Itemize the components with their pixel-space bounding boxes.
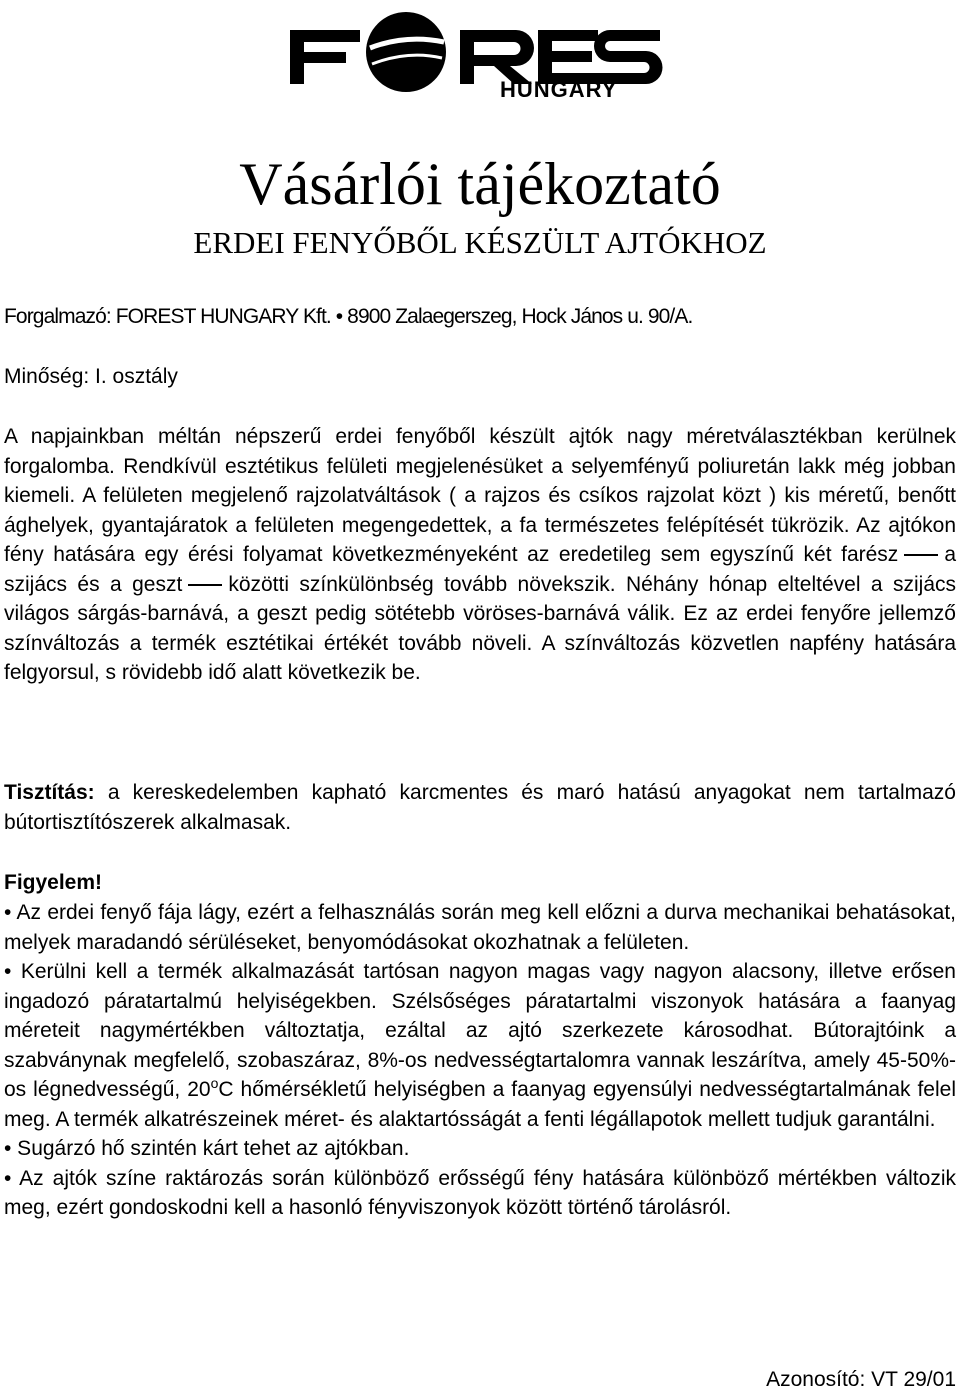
degree-sign: o bbox=[210, 1075, 219, 1091]
warning-item-text: C hőmérsékletű helyiségben a faanyag egyensúlyi nedvességtartalmának felel meg. A termék alkatrészeinek méret- és alaktartósságát a fenti légállapotok mellett tudjuk garantálni. bbox=[4, 1078, 956, 1131]
warning-heading: Figyelem! bbox=[4, 871, 103, 894]
dash-separator bbox=[188, 584, 222, 586]
warning-item: • Az erdei fenyő fája lágy, ezért a felhasználás során meg kell előzni a durva mechanikai behatásokat, melyek maradandó sérüléseket, benyomódásokat okozhatnak a felületen. bbox=[4, 901, 956, 954]
warning-item bbox=[4, 957, 956, 1134]
warning-item: • Sugárzó hő szintén kárt tehet az ajtókban. bbox=[4, 1137, 410, 1160]
forest-hungary-logo bbox=[288, 4, 680, 104]
document-identifier: Azonosító: VT 29/01 bbox=[766, 1368, 956, 1391]
main-paragraph-part1: A napjainkban méltán népszerű erdei fenyőből készült ajtók nagy méretválasztékban kerülnek forgalomba. Rendkívül esztétikus felületi megjelenésüket a selyemfényű poliuretán lakk még jobban kiemeli. A felületen megjelenő rajzolatváltások ( a rajzos és csíkos rajzolat közt ) kis méretű, benőtt ághelyek, gyantajáratok a felületen megengedettek, a fa természetes felépítését tükrözik. Az ajtókon fény hatására egy érési folyamat következményeként az eredetileg sem egyszínű két farész bbox=[4, 425, 956, 566]
warning-list bbox=[4, 898, 956, 1223]
cleaning-label: Tisztítás: bbox=[4, 781, 95, 804]
page-subtitle: ERDEI FENYŐBŐL KÉSZÜLT AJTÓKHOZ bbox=[193, 225, 767, 260]
cleaning-text: a kereskedelemben kapható karcmentes és maró hatású anyagokat nem tartalmazó bútortisztítószerek alkalmasak. bbox=[4, 781, 956, 834]
cleaning-paragraph bbox=[4, 778, 956, 837]
main-paragraph bbox=[4, 422, 956, 688]
main-paragraph-part3: közötti színkülönbség tovább növekszik. Néhány hónap elteltével a szijács világos sárgás-barnává, a geszt pedig sötétebb vöröses-barnává válik. Ez az erdei fenyőre jellemző színváltozás a termék esztétikai értékét tovább növeli. A színváltozás közvetlen napfény hatására felgyorsul, s rövidebb idő alatt következik be. bbox=[4, 572, 956, 684]
logo-text-hungary: HUNGARY bbox=[500, 77, 618, 102]
dash-separator bbox=[904, 554, 938, 556]
warning-item-text: • Kerülni kell a termék alkalmazását tartósan nagyon magas vagy nagyon alacsony, illetve erősen ingadozó páratartalmú helyiségekben. Szélsőséges páratartalmi viszonyok hatására a faanyag méreteit nagymértékben változtatja, ezáltal az ajtó szerkezete károsodhat. Bútorajtóink a szabványnak megfelelő, szobaszáraz, 8%-os nedvességtartalomra vannak leszárítva, amely 45-50%-os légnedvességű, 20 bbox=[4, 960, 956, 1101]
main-paragraph-part2: a szijács és a geszt bbox=[4, 543, 956, 596]
warning-item: • Az ajtók színe raktározás során különböző erősségű fény hatására különböző mértékben változik meg, ezért gondoskodni kell a hasonló fényviszonyok között történő tárolásról. bbox=[4, 1166, 956, 1219]
page-title: Vásárlói tájékoztató bbox=[239, 151, 721, 217]
distributor-line: Forgalmazó: FOREST HUNGARY Kft. • 8900 Zalaegerszeg, Hock János u. 90/A. bbox=[4, 305, 693, 328]
quality-line: Minőség: I. osztály bbox=[4, 365, 178, 388]
